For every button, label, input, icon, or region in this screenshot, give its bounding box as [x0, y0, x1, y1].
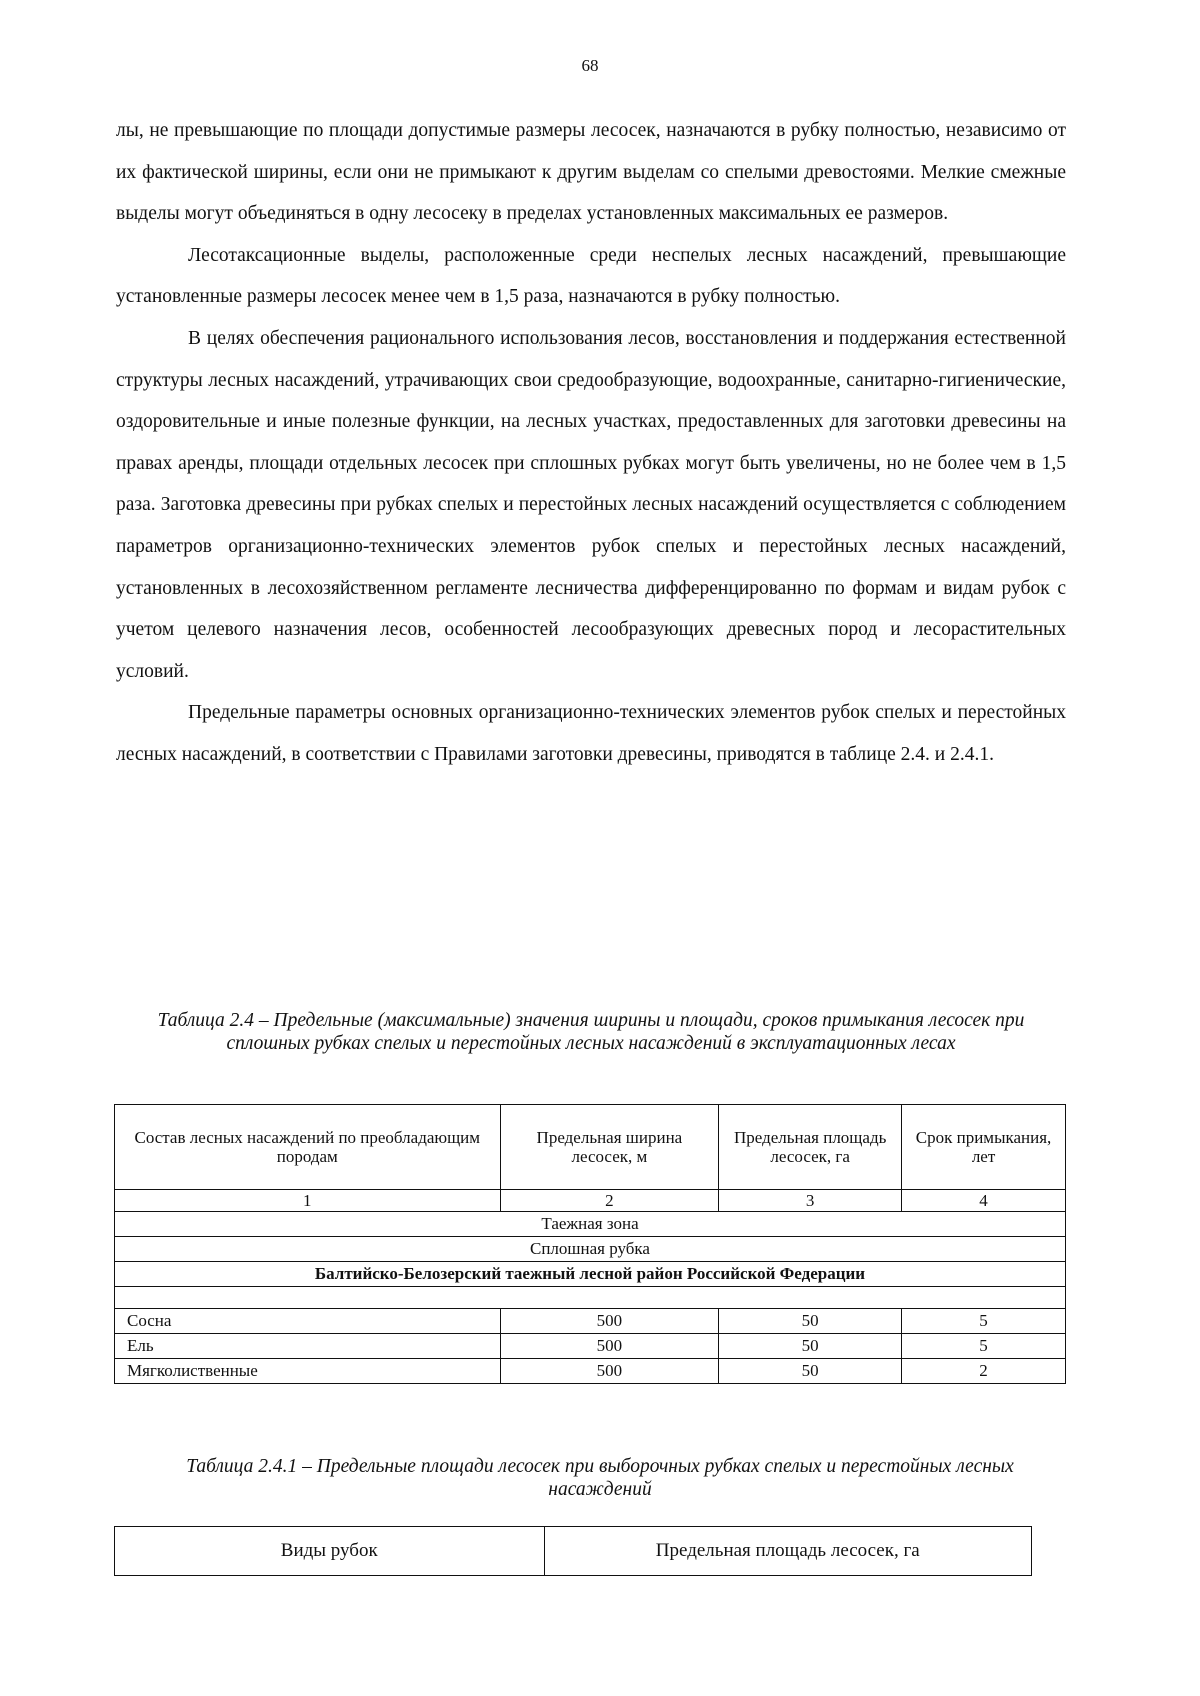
table-header-row	[115, 1527, 1032, 1576]
table-row	[115, 1309, 1066, 1334]
width-cell: 500	[500, 1309, 719, 1334]
column-header: Виды рубок	[115, 1527, 545, 1576]
region-row	[115, 1262, 1066, 1287]
table-row	[115, 1359, 1066, 1384]
empty-row	[115, 1287, 1066, 1309]
cut-type-label: Сплошная рубка	[115, 1237, 1066, 1262]
column-header: Предельная площадь лесосек, га	[719, 1105, 902, 1190]
area-cell: 50	[719, 1334, 902, 1359]
term-cell: 2	[902, 1359, 1066, 1384]
column-header: Состав лесных насаждений по преобладающим породам	[115, 1105, 501, 1190]
area-cell: 50	[719, 1359, 902, 1384]
selective-cutting-table	[114, 1526, 1032, 1576]
table-caption: Таблица 2.4 – Предельные (максимальные) значения ширины и площади, сроков примыкания лесосек при сплошных рубках спелых и перестойных лесных насаждений в эксплуатационных лесах	[157, 1010, 1025, 1054]
column-number: 2	[500, 1190, 719, 1212]
page-number: 68	[581, 56, 599, 75]
species-cell: Ель	[115, 1334, 501, 1359]
table-row	[115, 1334, 1066, 1359]
empty-cell	[115, 1287, 1066, 1309]
paragraph: Лесотаксационные выделы, расположенные среди неспелых лесных насаждений, превышающие установленные размеры лесосек менее чем в 1,5 раза, назначаются в рубку полностью.	[116, 244, 1066, 308]
species-cell: Мягколиственные	[115, 1359, 501, 1384]
column-header: Предельная площадь лесосек, га	[544, 1527, 1032, 1576]
table-header-row	[115, 1105, 1066, 1190]
column-number-row	[115, 1190, 1066, 1212]
column-number: 3	[719, 1190, 902, 1212]
zone-label: Таежная зона	[115, 1212, 1066, 1237]
area-cell: 50	[719, 1309, 902, 1334]
region-label: Балтийско-Белозерский таежный лесной район Российской Федерации	[115, 1262, 1066, 1287]
zone-row	[115, 1212, 1066, 1237]
column-number: 4	[902, 1190, 1066, 1212]
term-cell: 5	[902, 1309, 1066, 1334]
term-cell: 5	[902, 1334, 1066, 1359]
cutting-parameters-table	[114, 1104, 1066, 1384]
cut-type-row	[115, 1237, 1066, 1262]
paragraph: Предельные параметры основных организационно-технических элементов рубок спелых и перестойных лесных насаждений, в соответствии с Правилами заготовки древесины, приводятся в таблице 2.4. и 2.4.1.	[116, 702, 1066, 765]
paragraph: лы, не превышающие по площади допустимые размеры лесосек, назначаются в рубку полностью, независимо от их фактической ширины, если они не примыкают к другим выделам со спелыми древостоями. Мелкие смежные выделы могут объединяться в одну лесосеку в пределах установленных максимальных ее размеров.	[116, 120, 1066, 225]
column-header: Предельная ширина лесосек, м	[500, 1105, 719, 1190]
column-header: Срок примыкания, лет	[902, 1105, 1066, 1190]
table-caption: Таблица 2.4.1 – Предельные площади лесосек при выборочных рубках спелых и перестойных лесных насаждений	[186, 1456, 1014, 1500]
body-text	[116, 110, 1066, 776]
width-cell: 500	[500, 1359, 719, 1384]
paragraph: В целях обеспечения рационального использования лесов, восстановления и поддержания естественной структуры лесных насаждений, утрачивающих свои средообразующие, водоохранные, санитарно-гигиенические, оздоровительные и иные полезные функции, на лесных участках, предоставленных для заготовки древесины на правах аренды, площади отдельных лесосек при сплошных рубках могут быть увеличены, но не более чем в 1,5 раза. Заготовка древесины при рубках спелых и перестойных лесных насаждений осуществляется с соблюдением параметров организационно-технических элементов рубок спелых и перестойных лесных насаждений, установленных в лесохозяйственном регламенте лесничества дифференцированно по формам и видам рубок с учетом целевого назначения лесов, особенностей лесообразующих древесных пород и лесорастительных условий.	[116, 327, 1066, 682]
column-number: 1	[115, 1190, 501, 1212]
width-cell: 500	[500, 1334, 719, 1359]
species-cell: Сосна	[115, 1309, 501, 1334]
